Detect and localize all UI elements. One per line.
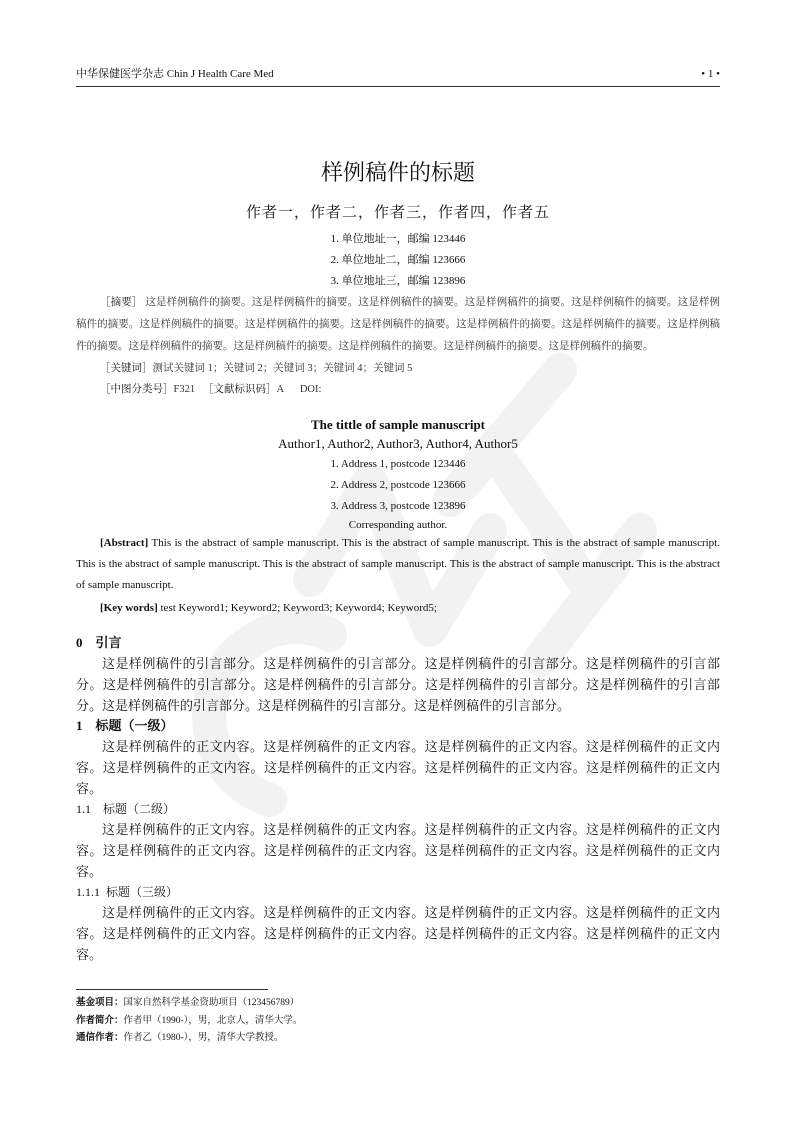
cn-address: 2. 单位地址二，邮编 123666 [330, 254, 466, 266]
en-addresses [76, 454, 720, 517]
section-heading: 0 引言 [76, 635, 122, 650]
doi-label: DOI: [299, 384, 322, 395]
en-authors: Author1, Author2, Author3, Author4, Author5 [278, 436, 518, 451]
en-address: 3. Address 3, postcode 123896 [330, 500, 466, 512]
footnote-text: 作者乙（1980-），男，清华大学教授。 [123, 1033, 284, 1043]
section-body: 这是样例稿件的正文内容。这是样例稿件的正文内容。这是样例稿件的正文内容。这是样例稿件的正文内容。这是样例稿件的正文内容。这是样例稿件的正文内容。这是样例稿件的正文内容。这是样例稿件的正文内容。 [76, 739, 720, 796]
cn-address: 1. 单位地址一，邮编 123446 [330, 233, 466, 245]
en-keywords [76, 598, 720, 619]
subsection-heading: 1.1 标题（二级） [76, 802, 176, 816]
section-body: 这是样例稿件的引言部分。这是样例稿件的引言部分。这是样例稿件的引言部分。这是样例稿件的引言部分。这是样例稿件的引言部分。这是样例稿件的引言部分。这是样例稿件的引言部分。这是样例稿件的引言部分。这是样例稿件的引言部分。这是样例稿件的引言部分。这是样例稿件的引言部分。 [76, 656, 720, 713]
cn-authors: 作者一，作者二，作者三，作者四，作者五 [245, 205, 550, 221]
en-abstract [76, 533, 720, 596]
cn-title: 样例稿件的标题 [320, 160, 475, 185]
footnote-text: 作者甲（1990-），男，北京人，清华大学。 [123, 1015, 303, 1026]
cn-keywords-label: ［关键词］ [100, 363, 153, 374]
footnote-divider [76, 989, 268, 990]
clc-label: ［中图分类号］ [100, 384, 174, 395]
cn-keywords-text: 测试关键词 1；关键词 2；关键词 3；关键词 4；关键词 5 [152, 363, 413, 374]
footnote-label: 作者简介： [76, 1015, 124, 1026]
section-body: 这是样例稿件的正文内容。这是样例稿件的正文内容。这是样例稿件的正文内容。这是样例稿件的正文内容。这是样例稿件的正文内容。这是样例稿件的正文内容。这是样例稿件的正文内容。这是样例稿件的正文内容。 [76, 905, 720, 962]
en-address: 2. Address 2, postcode 123666 [330, 479, 466, 491]
en-address: 1. Address 1, postcode 123446 [330, 458, 466, 470]
cn-abstract-text: 这是样例稿件的摘要。这是样例稿件的摘要。这是样例稿件的摘要。这是样例稿件的摘要。这是样例稿件的摘要。这是样例稿件的摘要。这是样例稿件的摘要。这是样例稿件的摘要。这是样例稿件的摘要。这是样例稿件的摘要。这是样例稿件的摘要。这是样例稿件的摘要。这是样例稿件的摘要。这是样例稿件的摘要。这是样例稿件的摘要。这是样例稿件的摘要。这是样例稿件的摘要。 [76, 297, 721, 352]
doc-code-label: ［文献标识码］ [202, 384, 277, 395]
cn-address: 3. 单位地址三，邮编 123896 [330, 275, 466, 287]
cn-classification [76, 379, 720, 400]
footnote-funding [76, 995, 720, 1013]
en-keywords-label: [Key words] [100, 602, 158, 614]
en-abstract-text: This is the abstract of sample manuscript. This is the abstract of sample manuscript. This is the abstract of sample manuscript. This is the abstract of sample manuscript. This is the abstract of sample manuscript. This is the abstract of sample manuscript. This is the abstract of sample manuscript. [76, 537, 720, 591]
footnote-author-bio [76, 1013, 720, 1031]
en-keywords-text: test Keyword1; Keyword2; Keyword3; Keyword4; Keyword5; [160, 602, 437, 614]
corresponding-author-note: Corresponding author. [348, 519, 448, 531]
cn-addresses [76, 229, 720, 292]
section-heading: 1 标题（一级） [76, 718, 174, 733]
en-title: The tittle of sample manuscript [310, 417, 486, 432]
journal-name: 中华保健医学杂志 Chin J Health Care Med [76, 68, 274, 80]
cn-abstract [76, 292, 720, 358]
running-header [76, 66, 720, 87]
page-number: • 1 • [701, 68, 720, 80]
footnote-corresponding [76, 1030, 720, 1048]
cn-keywords [76, 358, 720, 379]
section-body: 这是样例稿件的正文内容。这是样例稿件的正文内容。这是样例稿件的正文内容。这是样例稿件的正文内容。这是样例稿件的正文内容。这是样例稿件的正文内容。这是样例稿件的正文内容。这是样例稿件的正文内容。 [76, 822, 720, 879]
subsubsection-heading: 1.1.1 标题（三级） [76, 885, 179, 899]
clc-value: F321 [173, 384, 196, 395]
footnote-text: 国家自然科学基金资助项目（123456789） [123, 998, 300, 1008]
footnotes [76, 965, 720, 1048]
doc-code-value: A [276, 384, 285, 395]
cn-abstract-label: ［摘要］ [100, 297, 143, 308]
en-abstract-label: [Abstract] [100, 537, 149, 549]
footnote-label: 通信作者： [76, 1033, 124, 1043]
footnote-label: 基金项目： [76, 998, 124, 1008]
